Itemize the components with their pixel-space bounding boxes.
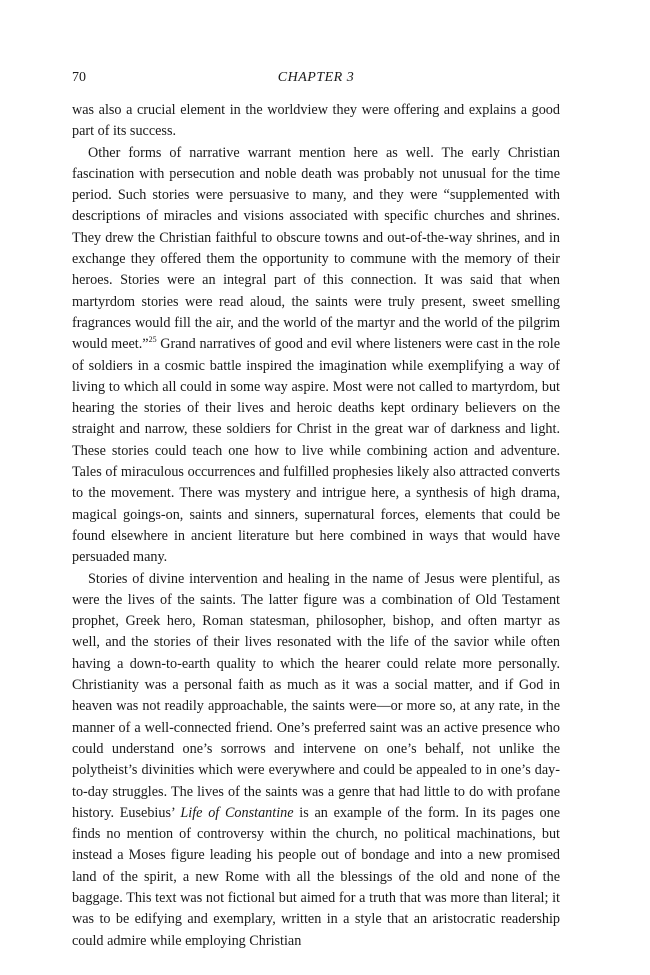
page-header: [72, 68, 560, 88]
paragraph-2-tail: Grand narratives of good and evil where listeners were cast in the role of soldiers in a cosmic battle inspired the imagination while exemplifying a way of living to which all could in some way aspire. Most were not called to martyrdom, but hearing the stories of their lives and heroic deaths kept ordinary believers on the straight and narrow, these soldiers for Christ in the great war of darkness and light. These stories could teach one how to live while combining action and adventure. Tales of miraculous occurrences and fulfilled prophesies likely also attracted converts to the movement. There was mystery and intrigue here, a synthesis of high drama, magical goings-on, saints and sinners, supernatural forces, elements that could be found elsewhere in ancient literature but here combined in ways that would have persuaded many.: [72, 336, 561, 566]
paragraph-2-text: Other forms of narrative warrant mention here as well. The early Christian fascination with persecution and noble death was probably not unusual for the time period. Such stories were persuasive to many, and they were “supplemented with descriptions of miracles and visions associated with specific churches and shrines. They drew the Christian faithful to obscure towns and out-of-the-way shrines, and in exchange they offered them the opportunity to commune with the memory of their heroes. Stories were an integral part of this connection. It was said that when martyrdom stories were read aloud, the saints were truly present, sweet smelling fragrances would fill the air, and the world of the martyr and the world of the pilgrim would meet.”: [72, 144, 560, 353]
running-head: CHAPTER 3: [277, 70, 355, 85]
footnote-reference: 25: [148, 335, 157, 345]
paragraph-1: was also a crucial element in the worldview they were offering and explains a good part of its success.: [72, 102, 560, 140]
body-text: [72, 100, 560, 952]
book-title: Life of Constantine: [180, 804, 294, 821]
paragraph-2: [72, 143, 560, 569]
page-number: 70: [72, 70, 86, 85]
paragraph-3-text-b: is an example of the form. In its pages one finds no mention of controversy within the church, no political machinations, but instead a Moses figure leading his people out of bondage and into a new promised land of the spirit, a new Rome with all the blessings of the old and none of the baggage. This text was not fictional but aimed for a truth that was more than literal; it was to be edifying and exemplary, written in a style that an aristocratic readership could admire while employing Christian: [72, 804, 560, 949]
paragraph-3: [72, 569, 560, 952]
paragraph-3-text-a: Stories of divine intervention and healing in the name of Jesus were plentiful, as were the lives of the saints. The latter figure was a combination of Old Testament prophet, Greek hero, Roman statesman, philosopher, bishop, and often martyr as well, and the stories of their lives resonated with the life of the savior while often having a down-to-earth quality to which the hearer could relate more personally. Christianity was a personal faith as much as it was a social matter, and if God in heaven was not readily approachable, the saints were—or more so, at any rate, in the manner of a well-connected friend. One’s preferred saint was an active presence who could understand one’s sorrows and intervene on one’s behalf, not unlike the polytheist’s divinities which were everywhere and could be appealed to in one’s day-to-day struggles. The lives of the saints was a genre that had little to do with profane history. Eusebius’: [72, 570, 560, 821]
